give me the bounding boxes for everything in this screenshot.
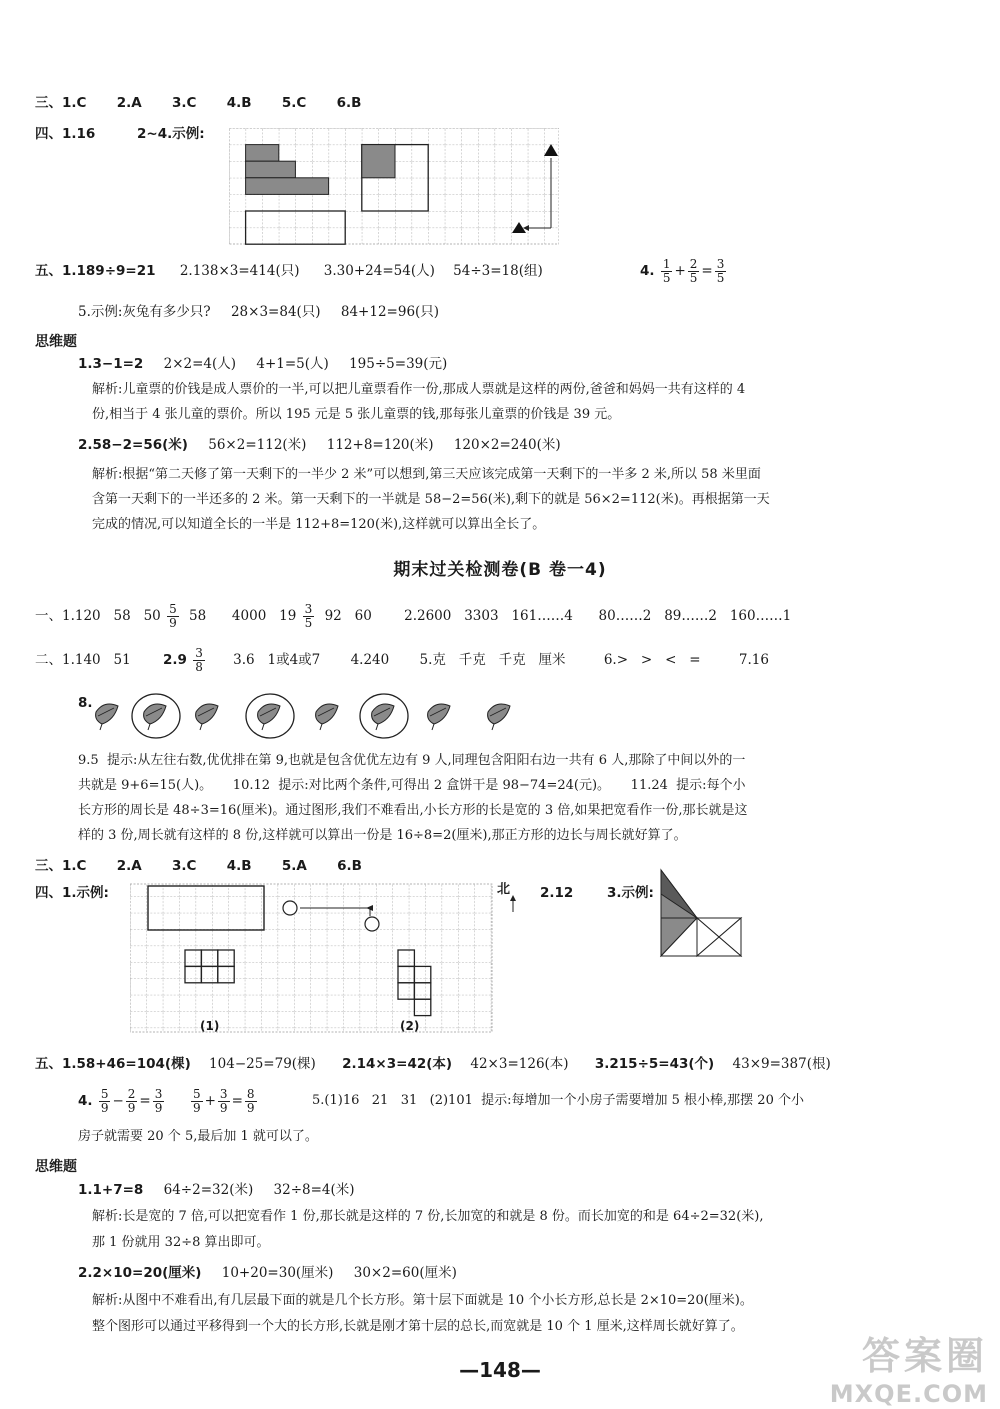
watermark (830, 1325, 988, 1408)
leaf-icon (428, 704, 450, 730)
leaf-icon (144, 704, 166, 730)
p1-s5-5 (78, 303, 439, 321)
p2-s9-3: 长方形的周长是 48÷3=16(厘米)。通过图形,我们不难看出,小长方形的长是宽的 3 倍,如果把宽看作一份,那长就是这 (78, 803, 748, 818)
p2-s5-item: 43×9=387(根) (732, 1056, 831, 1072)
p1-s3-item: 2.A (116, 95, 142, 111)
p1-t2-analysis-3: 完成的情况,可以知道全长的一半是 112+8=120(米),这样就可以算出全长了。 (92, 517, 546, 532)
p2-t2-analysis-1: 解析:从图中不难看出,有几层最下面的就是几个长方形。第十层下面就是 10 个小长方形,总长是 2×10=20(厘米)。 (92, 1293, 753, 1308)
p2-s2-item: 6.> > < = (603, 652, 701, 668)
p2-s4-3: 3.示例: (607, 885, 654, 901)
p1-t2 (78, 436, 561, 454)
p1-s5-5-b: 84+12=96(只) (340, 304, 440, 320)
p1-t1-item: 4+1=5(人) (256, 356, 329, 372)
p2-s3-item: 3.C (172, 858, 197, 874)
p1-s5-4-label: 4. (640, 263, 655, 279)
p1-t1 (78, 355, 447, 373)
grid-figure-2 (130, 880, 500, 1040)
p2-think-label: 思维题 (35, 1159, 77, 1175)
p2-s5-4-label: 4. (78, 1093, 93, 1109)
p1-s4-1: 四、1.16 (35, 126, 96, 142)
fraction: $\frac{3}{5}$ (716, 257, 725, 285)
square-shaded-part (362, 145, 395, 178)
p2-s3-item: 6.B (337, 858, 362, 874)
fraction: $\frac{5}{9}$ (192, 1087, 201, 1115)
p1-t2-analysis-2: 含第一天剩下的一半还多的 2 米。第一天剩下的一半就是 58−2=56(米),剩下的就是 56×2=112(米)。再根据第一天 (92, 492, 770, 507)
page-number: —148— (459, 1358, 541, 1382)
p2-s5-item: 2.14×3=42(本) (342, 1056, 453, 1072)
p2-s9-1: 9.5 提示:从左往右数,优优排在第 9,也就是包含优优左边有 9 人,同理包含阳阳右边一共有 6 人,那除了中间以外的一 (78, 753, 746, 768)
p2-s3-item: 5.A (281, 858, 307, 874)
p2-t2-item: 2.2×10=20(厘米) (78, 1265, 202, 1281)
p1-s5-item: 3.30+24=54(人) (323, 263, 435, 279)
p2-t1-item: 32÷8=4(米) (273, 1182, 355, 1198)
north-label: 北 (497, 882, 511, 897)
p1-t2-item: 120×2=240(米) (453, 437, 561, 453)
circle-end (365, 917, 379, 931)
p2-s2-item: 7.16 (738, 652, 769, 668)
p2-s5-4: 4. $\frac{5}{9}$ − $\frac{2}{9}$ = $\frac{3}{9}$ $\frac{5}{9}$ + $\frac{3}{9}$ = $\frac{8}{9}$ (78, 1087, 255, 1115)
p2-s2-item: 5.克 千克 千克 厘米 (419, 652, 566, 668)
p1-think-label: 思维题 (35, 334, 77, 350)
leaf-icon (258, 704, 280, 730)
p2-s5-item: 42×3=126(本) (470, 1056, 569, 1072)
p2-t1-analysis-2: 那 1 份就用 32÷8 算出即可。 (92, 1235, 270, 1250)
p1-s5-row (35, 262, 543, 280)
leaf-icon (372, 704, 394, 730)
p2-s1-a: 一、1.120 58 50 (35, 608, 161, 624)
p1-s3-item: 3.C (172, 95, 197, 111)
p1-t2-item: 2.58−2=56(米) (78, 437, 188, 453)
p1-s5-5-a: 28×3=84(只) (230, 304, 321, 320)
fraction: $\frac{3}{5}$ (304, 602, 313, 630)
section-title: 期末过关检测卷(B 卷一4) (393, 560, 607, 580)
p2-t1-analysis-1: 解析:长是宽的 7 倍,可以把宽看作 1 份,那长就是这样的 7 份,长加宽的和就是 8 份。而长加宽的和是 64÷2=32(米), (92, 1209, 764, 1224)
north-arrow-icon (508, 895, 518, 913)
p1-s3-row (35, 94, 361, 112)
p2-s3-item: 2.A (116, 858, 142, 874)
p2-s1 (35, 600, 791, 632)
shape-2-label: (2) (400, 1019, 420, 1033)
p2-t2-item: 30×2=60(厘米) (353, 1265, 457, 1281)
p2-s1-b: 58 4000 19 (189, 608, 297, 624)
p2-s5-5: 5.(1)16 21 31 (2)101 提示:每增加一个小房子需要增加 5 根小棒,那摆 20 个小 (312, 1093, 804, 1108)
fraction: $\frac{1}{5}$ (662, 257, 671, 285)
p1-t2-item: 56×2=112(米) (208, 437, 307, 453)
p2-s4-2: 2.12 (540, 885, 574, 901)
watermark-text: 答案圈 (861, 1334, 988, 1378)
p1-s5-item: 54÷3=18(组) (453, 263, 543, 279)
p2-s5-item: 五、1.58+46=104(棵) (35, 1056, 191, 1072)
p2-t2-item: 10+20=30(厘米) (221, 1265, 334, 1281)
fraction: $\frac{2}{9}$ (127, 1087, 136, 1115)
p1-s5-item: 2.138×3=414(只) (179, 263, 300, 279)
p1-s3-item: 5.C (281, 95, 307, 111)
p2-s2-item: 3.6 1或4或7 (233, 652, 321, 668)
p2-s5-item: 104−25=79(棵) (209, 1056, 316, 1072)
fraction: $\frac{5}{9}$ (169, 602, 177, 630)
p2-s1-2: 2.2600 3303 161……4 80……2 89……2 160……1 (404, 608, 792, 624)
leaf-icon (488, 704, 510, 730)
p2-s3-row (35, 857, 362, 875)
p1-s3-item: 4.B (226, 95, 252, 111)
p2-s2-a: 二、1.140 51 (35, 652, 131, 668)
p2-t1-item: 64÷2=32(米) (163, 1182, 254, 1198)
p2-s2-2: 2.9 (163, 652, 187, 668)
p1-s4-2: 2~4.示例: (137, 126, 205, 142)
p2-s2-item: 4.240 (350, 652, 390, 668)
p2-s9-4: 样的 3 份,周长就有这样的 8 份,这样就可以算出一份是 16÷8=2(厘米),那正方形的边长与周长就好算了。 (78, 828, 687, 843)
p2-s9-2: 共就是 9+6=15(人)。 10.12 提示:对比两个条件,可得出 2 盒饼干是 98−74=24(元)。 11.24 提示:每个小 (78, 778, 746, 793)
fraction: $\frac{2}{5}$ (689, 257, 698, 285)
p2-s4-1: 四、1.示例: (35, 885, 109, 901)
p2-s1-c: 92 60 (324, 608, 372, 624)
fraction: $\frac{3}{9}$ (219, 1087, 228, 1115)
p1-s3-item: 6.B (336, 95, 362, 111)
fraction: $\frac{8}{9}$ (246, 1087, 255, 1115)
fraction: $\frac{3}{8}$ (195, 646, 203, 674)
p1-s5-4: 4. $\frac{1}{5}$ + $\frac{2}{5}$ = $\frac{3}{5}$ (640, 257, 725, 285)
p2-t1 (78, 1181, 355, 1199)
p2-s5-5b: 房子就需要 20 个 5,最后加 1 就可以了。 (78, 1129, 318, 1144)
p2-s2-8: 8. (78, 695, 93, 711)
p2-s5-row (35, 1055, 831, 1073)
p1-t2-analysis-1: 解析:根据“第二天修了第一天剩下的一半少 2 米”可以想到,第三天应该完成第一天剩下的一半多 2 米,所以 58 米里面 (92, 467, 761, 482)
tangram-figure (657, 868, 747, 968)
fraction: $\frac{3}{9}$ (154, 1087, 163, 1115)
p2-s2 (35, 644, 769, 676)
p2-t1-item: 1.1+7=8 (78, 1182, 144, 1198)
watermark-url: MXQE.COM (829, 1380, 988, 1408)
p1-t1-item: 1.3−1=2 (78, 356, 144, 372)
p1-s5-item: 五、1.189÷9=21 (35, 263, 156, 279)
leaf-icon (316, 704, 338, 730)
p2-s5-item: 3.215÷5=43(个) (594, 1056, 715, 1072)
p2-t2-analysis-2: 整个图形可以通过平移得到一个大的长方形,长就是刚才第十层的总长,而宽就是 10 个 1 厘米,这样周长就好算了。 (92, 1319, 744, 1334)
p1-t2-item: 112+8=120(米) (326, 437, 434, 453)
leaf-icon (196, 704, 218, 730)
p1-t1-item: 2×2=4(人) (163, 356, 237, 372)
fraction: $\frac{5}{9}$ (100, 1087, 109, 1115)
p1-t1-item: 195÷5=39(元) (349, 356, 448, 372)
p1-s5-5-q: 5.示例:灰兔有多少只? (78, 304, 211, 320)
p2-s3-item: 三、1.C (35, 858, 87, 874)
p2-t2 (78, 1264, 457, 1282)
leaves-row (88, 690, 518, 742)
p1-s3-item: 三、1.C (35, 95, 87, 111)
p1-t1-analysis-1: 解析:儿童票的价钱是成人票价的一半,可以把儿童票看作一份,那成人票就是这样的两份,爸爸和妈妈一共有这样的 4 (92, 382, 746, 397)
p1-t1-analysis-2: 份,相当于 4 张儿童的票价。所以 195 元是 5 张儿童票的钱,那每张儿童票的价钱是 39 元。 (92, 407, 621, 422)
shape-1-label: (1) (200, 1019, 220, 1033)
grid-figure-1 (229, 128, 559, 248)
circle-start (283, 901, 297, 915)
leaf-icon (96, 704, 118, 730)
p2-s3-item: 4.B (226, 858, 252, 874)
